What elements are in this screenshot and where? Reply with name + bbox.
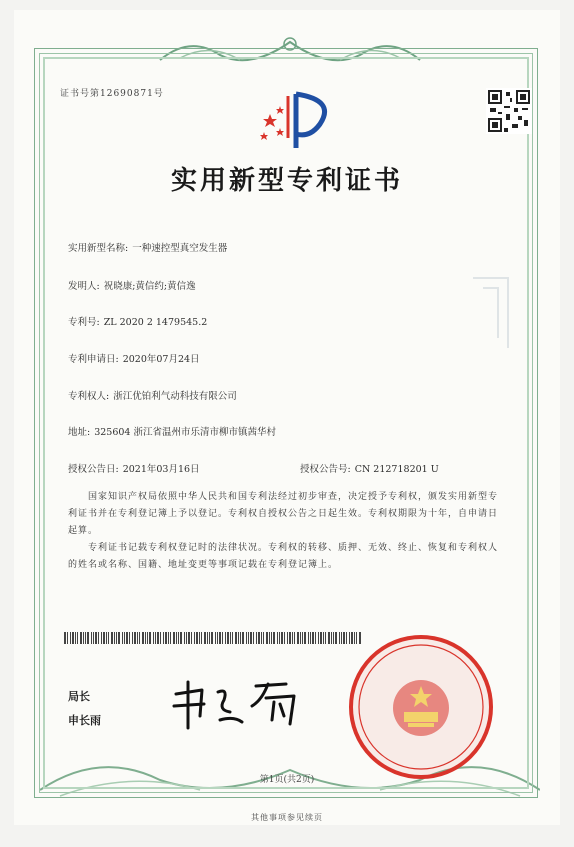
announce-no-label: 授权公告号: — [300, 464, 351, 475]
address-value: 325604 浙江省温州市乐清市柳市镇茜华村 — [94, 427, 276, 438]
patent-no-value: ZL 2020 2 1479545.2 — [103, 317, 208, 328]
official-seal-icon — [346, 632, 496, 782]
owner-value: 浙江优铂利气动科技有限公司 — [113, 391, 237, 402]
filing-date-value: 2020年07月24日 — [122, 354, 200, 365]
owner-label: 专利权人: — [68, 391, 110, 402]
grant-statement: 国家知识产权局依照中华人民共和国专利法经过初步审查，决定授予专利权，颁发实用新型专利证书并在专利登记簿上予以登记。专利权自授权公告之日起生效。专利权期限为十年，自申请日起算。 — [68, 492, 499, 536]
certificate-number: 证书号第12690871号 — [60, 89, 164, 99]
signatory-title: 局长 — [68, 690, 90, 703]
certificate-title: 实用新型专利证书 — [170, 166, 403, 196]
legal-status-statement: 专利证书记载专利权登记时的法律状况。专利权的转移、质押、无效、终止、恢复和专利权人的姓名或名称、国籍、地址变更等事项记载在专利登记簿上。 — [68, 543, 499, 570]
filing-date-label: 专利申请日: — [68, 354, 119, 365]
name-label: 实用新型名称: — [68, 243, 129, 254]
signatory-name: 申长雨 — [68, 714, 101, 727]
announcement-date — [68, 461, 200, 475]
qr-code-icon — [486, 88, 532, 134]
inventor-value: 祝晓康;黄信约;黄信逸 — [103, 281, 196, 292]
corner-pattern — [468, 268, 518, 358]
patent-number — [68, 314, 207, 328]
address — [68, 424, 276, 438]
patent-office-logo-icon — [258, 86, 338, 156]
utility-model-name — [68, 240, 227, 254]
handwritten-signature — [168, 676, 318, 732]
announce-date-label: 授权公告日: — [68, 464, 119, 475]
announcement-number — [300, 461, 439, 475]
page-number: 第1页(共2页) — [259, 775, 315, 785]
name-value: 一种速控型真空发生器 — [132, 243, 228, 254]
filing-date — [68, 351, 200, 365]
inventor-label: 发明人: — [68, 281, 100, 292]
address-label: 地址: — [68, 427, 91, 438]
patent-owner — [68, 388, 237, 402]
inventors — [68, 278, 196, 292]
barcode-icon — [64, 632, 364, 644]
announce-date-value: 2021年03月16日 — [122, 464, 200, 475]
announce-no-value: CN 212718201 U — [354, 464, 439, 475]
footer-note: 其他事项参见续页 — [251, 813, 323, 822]
patent-no-label: 专利号: — [68, 317, 100, 328]
